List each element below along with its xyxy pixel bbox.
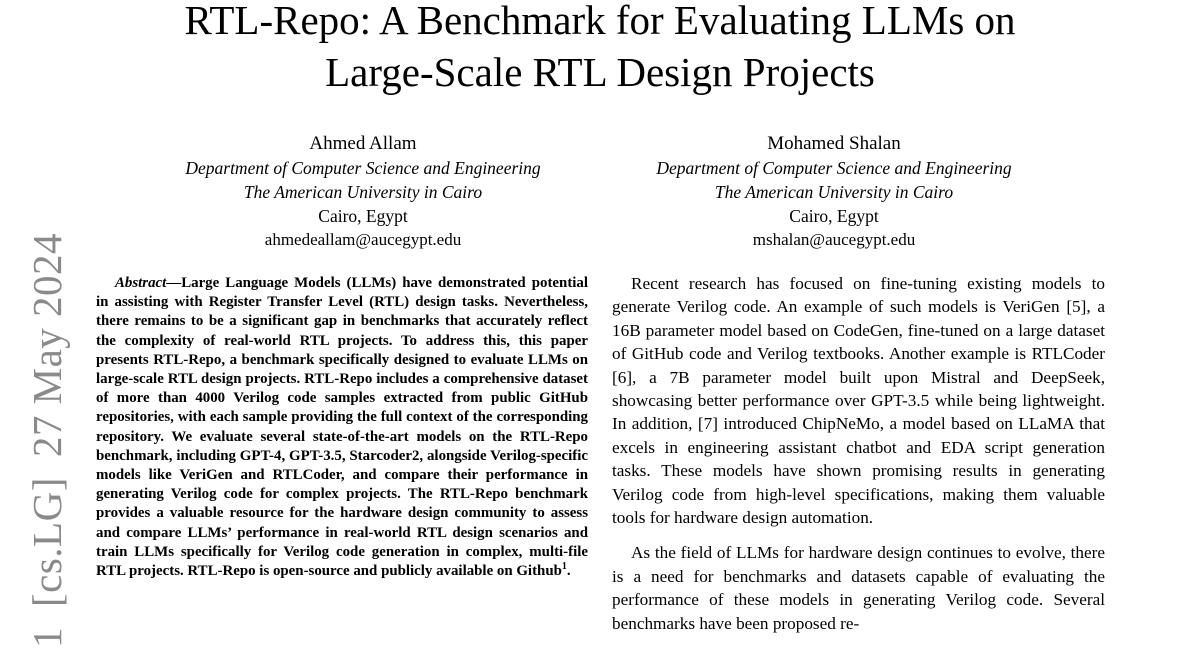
- author-department: Department of Computer Science and Engineering: [656, 158, 1012, 178]
- author-name: Ahmed Allam: [309, 133, 417, 154]
- paragraph-2: As the field of LLMs for hardware design continues to evolve, there is a need for benchmarks and datasets capable of evaluating the performance of these models in generating Verilog code. Several benchmarks have been proposed re-: [612, 543, 1105, 633]
- author-block-2: [574, 132, 1094, 252]
- author-institution: The American University in Cairo: [243, 182, 483, 202]
- abstract-label: Abstract: [115, 275, 167, 291]
- title-line-2: Large-Scale RTL Design Projects: [325, 49, 875, 95]
- author-location: Cairo, Egypt: [789, 206, 879, 226]
- footnote-mark[interactable]: 1: [561, 561, 567, 573]
- author-email[interactable]: ahmedeallam@aucegypt.edu: [264, 230, 462, 249]
- author-block-1: [103, 132, 623, 252]
- arxiv-date: 27 May 2024: [24, 232, 70, 458]
- author-department: Department of Computer Science and Engineering: [185, 158, 541, 178]
- title-line-1: RTL-Repo: A Benchmark for Evaluating LLMs on: [184, 0, 1016, 43]
- arxiv-id-fragment: 1: [24, 627, 70, 648]
- intro-right-column: [612, 272, 1105, 647]
- author-email[interactable]: mshalan@aucegypt.edu: [752, 230, 916, 249]
- arxiv-stamp: [22, 213, 72, 648]
- author-name: Mohamed Shalan: [767, 133, 901, 154]
- abstract: [96, 274, 588, 581]
- arxiv-category: [cs.LG]: [24, 477, 70, 607]
- author-institution: The American University in Cairo: [714, 182, 954, 202]
- abstract-dash: —: [166, 275, 182, 291]
- paper-title: [0, 0, 1200, 98]
- paragraph-1: Recent research has focused on fine-tuning existing models to generate Verilog code. An example of such models is VeriGen [5], a 16B parameter model based on CodeGen, fine-tuned on a large dataset of GitHub code and Verilog textbooks. Another example is RTLCoder [6], a 7B parameter model built upon Mistral and DeepSeek, showcasing better performance over GPT-3.5 while being lightweight. In addition, [7] introduced ChipNeMo, a model based on LLaMA that excels in engineering assistant chatbot and EDA script generation tasks. These models have shown promising results in generating Verilog code from high-level specifications, making them valuable tools for hardware design automation.: [612, 274, 1105, 528]
- abstract-text: Large Language Models (LLMs) have demonstrated potential in assisting with Register Transfer Level (RTL) design tasks. Nevertheless, there remains to be a significant gap in benchmarks that accurately reflect the complexity of real-world RTL projects. To address this, this paper presents RTL-Repo, a benchmark specifically designed to evaluate LLMs on large-scale RTL design projects. RTL-Repo includes a comprehensive dataset of more than 4000 Verilog code samples extracted from public GitHub repositories, with each sample providing the full context of the corresponding repository. We evaluate several state-of-the-art models on the RTL-Repo benchmark, including GPT-4, GPT-3.5, Starcoder2, alongside Verilog-specific models like VeriGen and RTLCoder, and compare their performance in generating Verilog code for complex projects. The RTL-Repo benchmark provides a valuable resource for the hardware design community to assess and compare LLMs’ performance in real-world RTL design scenarios and train LLMs specifically for Verilog code generation in complex, multi-file RTL projects. RTL-Repo is open-source and publicly available on Github: [96, 275, 588, 580]
- author-location: Cairo, Egypt: [318, 206, 408, 226]
- abstract-end: .: [566, 563, 571, 580]
